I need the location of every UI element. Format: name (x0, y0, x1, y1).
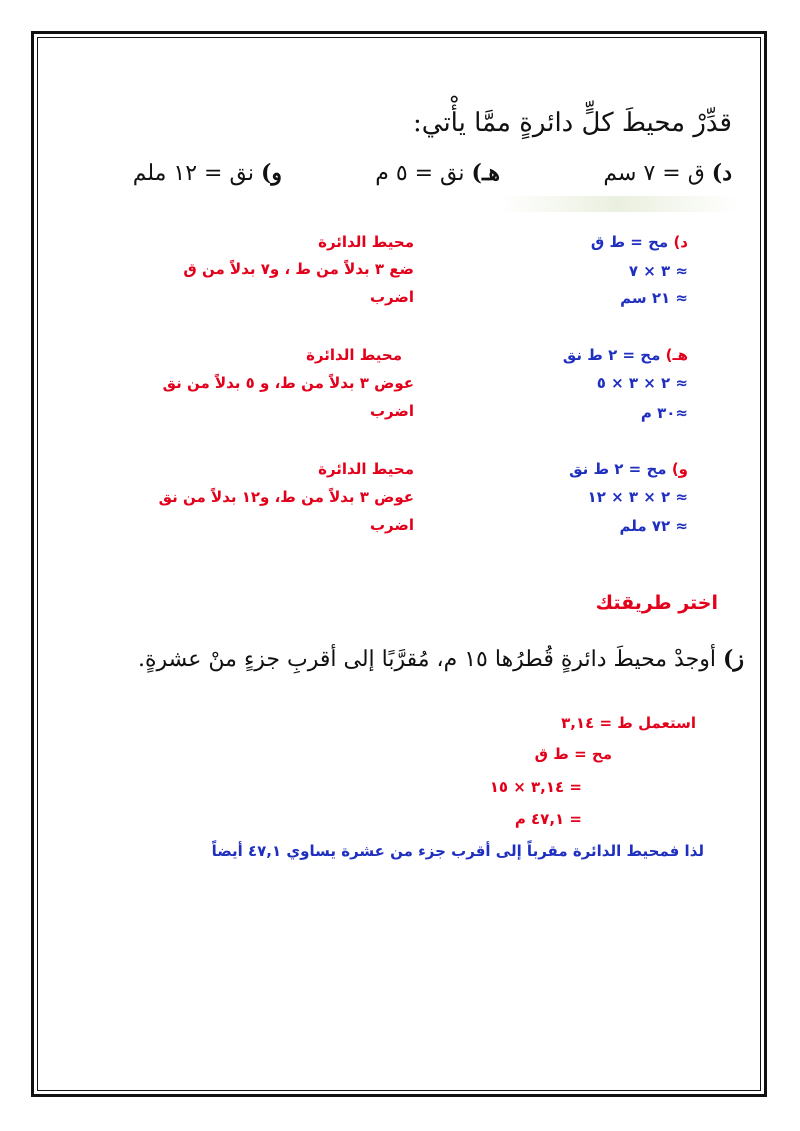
solution-h-note-2: عوض ٣ بدلاً من ط، و ٥ بدلاً من نق (162, 374, 414, 392)
problem-h-label: هـ) (471, 160, 500, 186)
solution-h-note-3: اضرب (369, 402, 414, 420)
solution-w-formula: مح = ٢ ط نق (569, 460, 667, 478)
problem-z (138, 646, 744, 672)
problem-w (133, 160, 282, 186)
solution-z-line-2: مح = ط ق (534, 745, 612, 763)
instruction-heading: قدِّرْ محيطَ كلٍّ دائرةٍ ممَّا يأْتي: (413, 108, 732, 138)
solution-h-step-1 (563, 346, 688, 364)
solution-h-formula: مح = ٢ ط نق (562, 346, 661, 364)
problem-z-text: أوجدْ محيطَ دائرةٍ قُطرُها ١٥ م، مُقرَّبًا إلى أقربِ جزءٍ منْ عشرةٍ. (138, 647, 716, 672)
solution-z-conclusion: لذا فمحيط الدائرة مقرباً إلى أقرب جزء من عشرة يساوي ٤٧,١ أيضاً (211, 842, 704, 860)
solution-h-step-2: ≈ ٢ × ٣ × ٥ (596, 374, 688, 392)
solution-d-note-3: اضرب (369, 288, 414, 306)
solution-d-step-1 (591, 233, 688, 251)
problem-d-text: ق = ٧ سم (603, 161, 705, 186)
solution-w-label: و) (671, 460, 688, 478)
solution-h-note-1: محيط الدائرة (306, 346, 402, 364)
problem-h (375, 160, 500, 186)
problem-w-label: و) (260, 160, 282, 186)
solution-d-step-2: ≈ ٣ × ٧ (628, 262, 688, 280)
solution-h-step-3: ≈٣٠ م (640, 404, 688, 422)
solution-h-label: هـ) (665, 346, 688, 364)
solution-w-note-3: اضرب (369, 516, 414, 534)
choose-method-heading: اختر طريقتك (595, 592, 718, 614)
solution-w-step-3: ≈ ٧٢ ملم (619, 517, 688, 535)
solution-z-line-3: = ٣,١٤ × ١٥ (489, 778, 582, 796)
problem-d (603, 160, 732, 186)
solution-z-line-4: = ٤٧,١ م (514, 810, 582, 828)
solution-d-formula: مح = ط ق (590, 233, 669, 251)
highlight-shade (500, 196, 738, 212)
solution-d-note-1: محيط الدائرة (318, 233, 414, 251)
solution-w-note-1: محيط الدائرة (318, 460, 414, 478)
solution-w-step-2: ≈ ٢ × ٣ × ١٢ (587, 488, 688, 506)
solution-d-step-3: ≈ ٢١ سم (620, 289, 688, 307)
problem-d-label: د) (711, 160, 732, 186)
solution-d-label: د) (673, 233, 688, 251)
problem-h-text: نق = ٥ م (375, 161, 465, 186)
solution-z-line-1: استعمل ط = ٣,١٤ (561, 714, 696, 732)
problem-z-label: ز) (722, 646, 744, 672)
solution-w-note-2: عوض ٣ بدلاً من ط، و١٢ بدلاً من نق (158, 488, 414, 506)
solution-w-step-1 (569, 460, 688, 478)
problem-w-text: نق = ١٢ ملم (132, 161, 254, 186)
solution-d-note-2: ضع ٣ بدلاً من ط ، و٧ بدلاً من ق (183, 260, 414, 278)
